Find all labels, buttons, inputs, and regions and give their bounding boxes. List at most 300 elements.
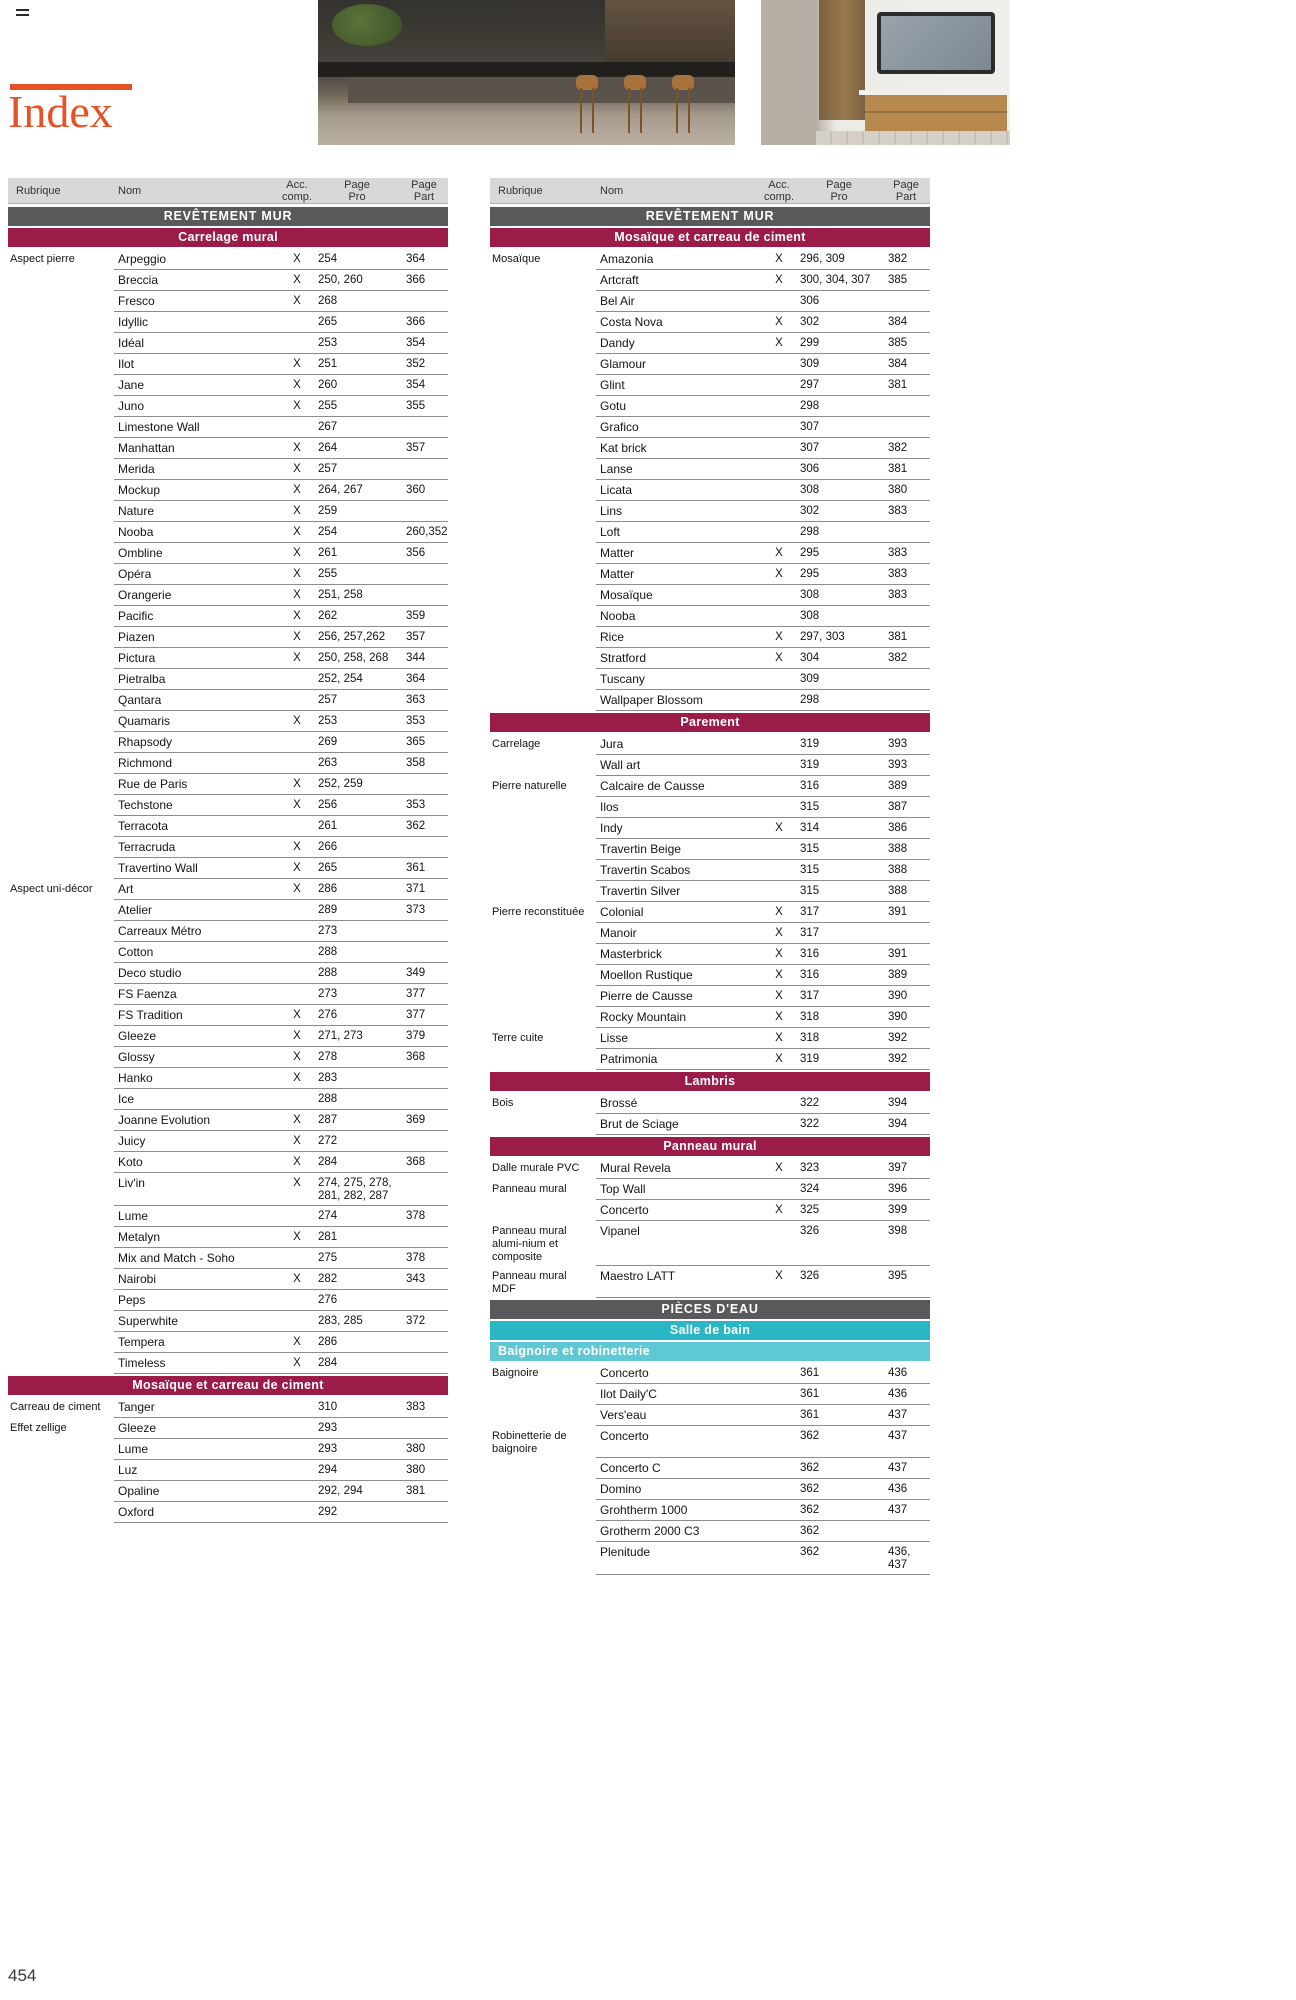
cell-acc: X	[280, 648, 314, 669]
cell-acc	[762, 860, 796, 881]
cell-pro: 323	[796, 1158, 882, 1179]
cell-part: 437	[882, 1405, 930, 1426]
index-row	[490, 375, 930, 396]
index-row	[490, 1458, 930, 1479]
index-row	[8, 1068, 448, 1089]
index-row	[490, 1500, 930, 1521]
index-row	[8, 1481, 448, 1502]
cell-part	[400, 942, 448, 963]
cell-part: 436	[882, 1363, 930, 1384]
index-row	[8, 1269, 448, 1290]
cell-nom: Lume	[114, 1206, 280, 1227]
cell-part: 361	[400, 858, 448, 879]
cell-pro: 275	[314, 1248, 400, 1269]
cell-rubrique	[490, 501, 596, 522]
cell-part: 383	[882, 564, 930, 585]
cell-rubrique	[490, 1405, 596, 1426]
cell-acc	[280, 732, 314, 753]
cell-acc: X	[280, 480, 314, 501]
index-row	[490, 1405, 930, 1426]
cell-nom: Rice	[596, 627, 762, 648]
cell-rubrique	[8, 690, 114, 711]
cell-rubrique	[8, 1332, 114, 1353]
cell-rubrique	[490, 522, 596, 543]
index-row	[490, 818, 930, 839]
bar-stool-shape	[624, 75, 646, 133]
cell-part: 389	[882, 965, 930, 986]
cell-acc: X	[280, 1047, 314, 1068]
header-part-line1: Page	[411, 178, 437, 191]
cell-part: 388	[882, 839, 930, 860]
cell-part: 381	[882, 375, 930, 396]
cell-pro: 295	[796, 543, 882, 564]
cell-pro: 253	[314, 711, 400, 732]
cell-part: 437	[882, 1426, 930, 1458]
cell-part	[882, 690, 930, 711]
cell-rubrique	[8, 837, 114, 858]
cell-acc	[280, 1311, 314, 1332]
cell-part: 380	[882, 480, 930, 501]
cell-part	[400, 1089, 448, 1110]
cell-pro: 326	[796, 1266, 882, 1298]
cell-rubrique: Panneau mural MDF	[492, 1270, 567, 1295]
cell-rubrique	[490, 270, 596, 291]
cell-pro: 276	[314, 1005, 400, 1026]
cell-rubrique: Aspect uni-décor	[10, 883, 93, 895]
cell-acc: X	[280, 354, 314, 375]
cell-nom: Terracota	[114, 816, 280, 837]
cell-rubrique	[490, 291, 596, 312]
header-nom-label: Nom	[118, 184, 142, 197]
cell-nom: Vipanel	[596, 1221, 762, 1266]
cell-part: 360	[400, 480, 448, 501]
cell-acc: X	[280, 1152, 314, 1173]
index-row	[8, 795, 448, 816]
header-part-line1: Page	[893, 178, 919, 191]
cell-acc: X	[762, 986, 796, 1007]
cell-part: 356	[400, 543, 448, 564]
cell-nom: Top Wall	[596, 1179, 762, 1200]
cell-acc	[280, 1460, 314, 1481]
cell-pro: 324	[796, 1179, 882, 1200]
cell-acc	[762, 755, 796, 776]
cell-pro: 316	[796, 776, 882, 797]
cell-nom: Carreaux Métro	[114, 921, 280, 942]
cell-acc: X	[280, 1353, 314, 1374]
cell-acc	[762, 1221, 796, 1266]
index-row	[490, 881, 930, 902]
cell-acc	[280, 1248, 314, 1269]
cell-part	[400, 1353, 448, 1374]
cell-nom: Merida	[114, 459, 280, 480]
cell-acc: X	[762, 1266, 796, 1298]
cell-nom: Lisse	[596, 1028, 762, 1049]
index-row	[8, 627, 448, 648]
cell-nom: Manoir	[596, 923, 762, 944]
bathroom-photo	[761, 0, 1010, 145]
cell-pro: 252, 259	[314, 774, 400, 795]
cell-pro: 250, 258, 268	[314, 648, 400, 669]
index-row	[490, 1093, 930, 1114]
cell-nom: Atelier	[114, 900, 280, 921]
cell-acc: X	[762, 1007, 796, 1028]
cell-part: 357	[400, 438, 448, 459]
index-row	[490, 734, 930, 755]
cell-part: 389	[882, 776, 930, 797]
plant-shape	[332, 4, 402, 46]
cell-rubrique	[8, 333, 114, 354]
cell-rubrique	[8, 1152, 114, 1173]
cell-part	[882, 669, 930, 690]
header-page-part	[400, 178, 448, 203]
mirror-shape	[877, 12, 995, 74]
cell-nom: Pierre de Causse	[596, 986, 762, 1007]
index-row	[8, 459, 448, 480]
cell-pro: 309	[796, 354, 882, 375]
cell-acc: X	[280, 396, 314, 417]
cell-rubrique: Carreau de ciment	[10, 1401, 101, 1413]
cell-rubrique	[490, 648, 596, 669]
cell-nom: Maestro LATT	[596, 1266, 762, 1298]
cell-pro: 292	[314, 1502, 400, 1523]
cell-pro: 263	[314, 753, 400, 774]
cell-nom: Grotherm 2000 C3	[596, 1521, 762, 1542]
cell-part: 390	[882, 1007, 930, 1028]
cell-acc	[280, 669, 314, 690]
cell-part: 378	[400, 1248, 448, 1269]
cell-nom: Licata	[596, 480, 762, 501]
cell-part	[400, 291, 448, 312]
cell-pro: 322	[796, 1093, 882, 1114]
cell-acc: X	[280, 438, 314, 459]
cell-pro: 314	[796, 818, 882, 839]
cell-pro: 282	[314, 1269, 400, 1290]
cell-part: 343	[400, 1269, 448, 1290]
cell-pro: 253	[314, 333, 400, 354]
subsection-header-bar: Panneau mural	[490, 1137, 930, 1156]
index-row	[490, 755, 930, 776]
index-row	[8, 417, 448, 438]
cell-part: 377	[400, 1005, 448, 1026]
cell-nom: Koto	[114, 1152, 280, 1173]
cell-pro: 257	[314, 459, 400, 480]
header-rubrique-label: Rubrique	[16, 184, 61, 197]
cell-nom: Stratford	[596, 648, 762, 669]
index-row	[490, 354, 930, 375]
cell-nom: Hanko	[114, 1068, 280, 1089]
cell-rubrique	[490, 564, 596, 585]
cell-acc	[762, 291, 796, 312]
index-row	[490, 797, 930, 818]
cell-acc	[280, 1206, 314, 1227]
index-rows	[490, 207, 930, 1575]
cell-nom: Tanger	[114, 1397, 280, 1418]
cell-rubrique	[490, 1007, 596, 1028]
cell-nom: Orangerie	[114, 585, 280, 606]
cell-acc	[280, 963, 314, 984]
cell-acc	[762, 1405, 796, 1426]
bar-stool-shape	[672, 75, 694, 133]
cell-part: 344	[400, 648, 448, 669]
index-row	[490, 648, 930, 669]
cell-pro: 256	[314, 795, 400, 816]
cell-acc	[762, 797, 796, 818]
cell-pro: 267	[314, 417, 400, 438]
cell-rubrique	[490, 755, 596, 776]
cell-acc: X	[280, 1227, 314, 1248]
index-row	[8, 669, 448, 690]
cell-rubrique	[490, 797, 596, 818]
cell-rubrique	[490, 1200, 596, 1221]
page-title: Index	[8, 86, 113, 137]
cell-rubrique	[8, 1068, 114, 1089]
section-header-bar: REVÊTEMENT MUR	[8, 207, 448, 226]
cell-acc	[280, 1481, 314, 1502]
cell-pro: 317	[796, 986, 882, 1007]
cell-nom: Moellon Rustique	[596, 965, 762, 986]
cell-part	[400, 564, 448, 585]
index-row	[490, 606, 930, 627]
cell-nom: Nooba	[596, 606, 762, 627]
cell-acc: X	[280, 459, 314, 480]
index-row	[8, 648, 448, 669]
cell-part: 366	[400, 270, 448, 291]
cell-part: 436, 437	[882, 1542, 930, 1575]
cell-pro: 319	[796, 734, 882, 755]
cell-rubrique	[8, 1353, 114, 1374]
header-nom-label: Nom	[600, 184, 624, 197]
cell-rubrique	[8, 501, 114, 522]
cell-part: 385	[882, 270, 930, 291]
cell-rubrique	[8, 1005, 114, 1026]
cell-part: 436	[882, 1384, 930, 1405]
cell-acc	[280, 942, 314, 963]
cell-nom: Masterbrick	[596, 944, 762, 965]
cell-acc: X	[762, 923, 796, 944]
cell-part: 393	[882, 755, 930, 776]
index-row	[490, 902, 930, 923]
cell-acc: X	[280, 585, 314, 606]
cell-pro: 264	[314, 438, 400, 459]
cell-nom: Grafico	[596, 417, 762, 438]
cell-rubrique: Baignoire	[492, 1367, 539, 1379]
cell-pro: 322	[796, 1114, 882, 1135]
cell-acc: X	[280, 1068, 314, 1089]
cell-nom: Jura	[596, 734, 762, 755]
cell-rubrique	[490, 690, 596, 711]
index-row	[8, 1005, 448, 1026]
header-page-part	[882, 178, 930, 203]
cell-part: 353	[400, 711, 448, 732]
cell-part: 377	[400, 984, 448, 1005]
cell-acc: X	[762, 965, 796, 986]
cell-nom: Costa Nova	[596, 312, 762, 333]
index-row	[8, 690, 448, 711]
header-acc-comp	[280, 178, 314, 203]
cell-nom: Rocky Mountain	[596, 1007, 762, 1028]
cell-pro: 288	[314, 942, 400, 963]
index-row	[8, 1152, 448, 1173]
cell-nom: Grohtherm 1000	[596, 1500, 762, 1521]
index-row	[8, 606, 448, 627]
index-row	[490, 1049, 930, 1070]
cell-rubrique	[490, 944, 596, 965]
cell-acc	[762, 1542, 796, 1575]
cell-acc	[762, 1363, 796, 1384]
cell-part	[400, 1227, 448, 1248]
cell-rubrique	[490, 669, 596, 690]
cell-acc: X	[280, 1026, 314, 1047]
cell-nom: Luz	[114, 1460, 280, 1481]
cell-part: 353	[400, 795, 448, 816]
cell-nom: Pietralba	[114, 669, 280, 690]
cell-nom: Concerto C	[596, 1458, 762, 1479]
cell-nom: Vers'eau	[596, 1405, 762, 1426]
cell-nom: Brut de Sciage	[596, 1114, 762, 1135]
cell-pro: 269	[314, 732, 400, 753]
cell-acc	[762, 585, 796, 606]
cell-acc: X	[280, 858, 314, 879]
cell-acc: X	[280, 270, 314, 291]
cell-nom: Concerto	[596, 1426, 762, 1458]
cell-pro: 266	[314, 837, 400, 858]
index-row	[490, 776, 930, 797]
cell-pro: 308	[796, 606, 882, 627]
cell-pro: 264, 267	[314, 480, 400, 501]
header-acc-comp	[762, 178, 796, 203]
cell-rubrique	[490, 396, 596, 417]
cell-nom: Idyllic	[114, 312, 280, 333]
index-row	[8, 963, 448, 984]
cell-rubrique	[8, 921, 114, 942]
cell-pro: 295	[796, 564, 882, 585]
cell-pro: 293	[314, 1418, 400, 1439]
cell-part: 371	[400, 879, 448, 900]
cell-acc	[280, 312, 314, 333]
index-row	[490, 1426, 930, 1458]
cell-part: 381	[882, 459, 930, 480]
header-pro-line1: Page	[344, 178, 370, 191]
header-rubrique-label: Rubrique	[498, 184, 543, 197]
cell-rubrique	[490, 543, 596, 564]
cell-part: 363	[400, 690, 448, 711]
cell-part	[400, 1332, 448, 1353]
cell-part: 373	[400, 900, 448, 921]
cell-part	[400, 1131, 448, 1152]
cell-pro: 362	[796, 1500, 882, 1521]
index-row	[8, 1460, 448, 1481]
cell-nom: Breccia	[114, 270, 280, 291]
cell-acc	[762, 354, 796, 375]
index-row	[8, 1110, 448, 1131]
cell-rubrique	[8, 606, 114, 627]
cell-nom: Mosaïque	[596, 585, 762, 606]
cell-acc: X	[280, 837, 314, 858]
cell-rubrique	[490, 627, 596, 648]
cell-acc: X	[762, 249, 796, 270]
cell-acc: X	[280, 501, 314, 522]
index-row	[8, 900, 448, 921]
cell-pro: 302	[796, 312, 882, 333]
cell-nom: Artcraft	[596, 270, 762, 291]
cell-pro: 254	[314, 249, 400, 270]
cell-pro: 298	[796, 396, 882, 417]
cell-acc	[280, 1089, 314, 1110]
cell-acc: X	[762, 1028, 796, 1049]
cell-rubrique	[8, 669, 114, 690]
cell-rubrique: Robinetterie de baignoire	[492, 1430, 567, 1455]
cell-pro: 256, 257,262	[314, 627, 400, 648]
cell-part: 437	[882, 1458, 930, 1479]
header-nom	[114, 178, 280, 203]
cell-rubrique	[490, 312, 596, 333]
cell-nom: FS Faenza	[114, 984, 280, 1005]
header-rubrique	[490, 178, 596, 203]
cell-rubrique: Pierre naturelle	[492, 780, 567, 792]
cell-rubrique	[8, 291, 114, 312]
cell-acc: X	[280, 774, 314, 795]
cell-part: 359	[400, 606, 448, 627]
cell-nom: Tempera	[114, 1332, 280, 1353]
cell-pro: 308	[796, 585, 882, 606]
cell-pro: 283, 285	[314, 1311, 400, 1332]
cell-rubrique	[490, 333, 596, 354]
cell-rubrique	[490, 1479, 596, 1500]
cell-acc: X	[280, 543, 314, 564]
cell-nom: Opéra	[114, 564, 280, 585]
cell-part	[882, 923, 930, 944]
cell-nom: Concerto	[596, 1200, 762, 1221]
cell-acc	[762, 1093, 796, 1114]
cell-nom: Glint	[596, 375, 762, 396]
cell-acc	[280, 900, 314, 921]
cell-part: 366	[400, 312, 448, 333]
cell-pro: 281	[314, 1227, 400, 1248]
cell-rubrique	[490, 881, 596, 902]
cell-rubrique	[8, 312, 114, 333]
cell-acc: X	[762, 312, 796, 333]
cell-acc: X	[762, 627, 796, 648]
cell-rubrique	[8, 543, 114, 564]
cell-part	[400, 1418, 448, 1439]
cell-nom: Peps	[114, 1290, 280, 1311]
cell-rubrique	[8, 1290, 114, 1311]
index-row	[8, 711, 448, 732]
index-row	[8, 543, 448, 564]
cell-part	[882, 1521, 930, 1542]
index-row	[8, 879, 448, 900]
index-row	[490, 417, 930, 438]
cell-nom: Nooba	[114, 522, 280, 543]
cell-pro: 315	[796, 860, 882, 881]
cell-part	[882, 522, 930, 543]
cell-rubrique	[8, 585, 114, 606]
cell-acc	[280, 1418, 314, 1439]
cell-part: 392	[882, 1049, 930, 1070]
cell-pro: 308	[796, 480, 882, 501]
cell-pro: 362	[796, 1458, 882, 1479]
cell-rubrique	[8, 1173, 114, 1206]
cell-part: 378	[400, 1206, 448, 1227]
cell-part: 385	[882, 333, 930, 354]
cell-acc: X	[280, 606, 314, 627]
cell-pro: 317	[796, 923, 882, 944]
cell-pro: 284	[314, 1353, 400, 1374]
index-row	[8, 1173, 448, 1206]
cell-rubrique	[8, 1131, 114, 1152]
cell-pro: 309	[796, 669, 882, 690]
cabinet-shape	[819, 0, 865, 120]
